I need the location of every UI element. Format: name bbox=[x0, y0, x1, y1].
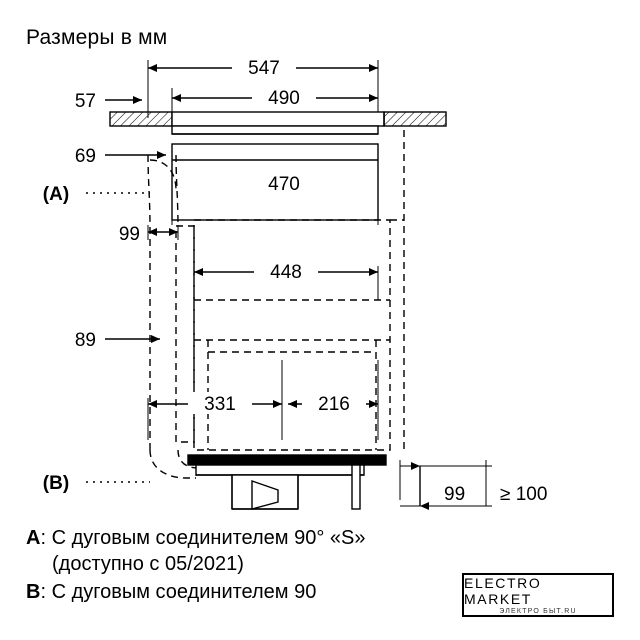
marker-b: (B) bbox=[42, 473, 70, 494]
dim-216: 216 bbox=[318, 394, 350, 415]
legend-a-text: : С дуговым соединителем 90° «S» bbox=[40, 527, 366, 549]
watermark-main-text: ELECTRO MARKET bbox=[464, 575, 542, 607]
watermark-logo bbox=[462, 573, 614, 617]
marker-a: (A) bbox=[42, 184, 70, 205]
dim-89: 89 bbox=[74, 330, 96, 351]
dim-547: 547 bbox=[248, 58, 280, 79]
dim-57: 57 bbox=[74, 91, 96, 112]
dim-69: 69 bbox=[74, 146, 96, 167]
legend-b-text: : С дуговым соединителем 90 bbox=[40, 581, 317, 603]
dim-331: 331 bbox=[204, 394, 236, 415]
dim-min-100: ≥ 100 bbox=[500, 484, 548, 505]
dim-99-bottom: 99 bbox=[444, 484, 466, 505]
legend-a bbox=[26, 527, 366, 550]
legend-b bbox=[26, 581, 316, 604]
dim-470: 470 bbox=[268, 174, 300, 195]
legend-a-label: A bbox=[26, 527, 41, 549]
page-title: Размеры в мм bbox=[26, 26, 168, 49]
legend-a-note: (доступно с 05/2021) bbox=[52, 553, 244, 575]
dim-99-top: 99 bbox=[118, 224, 140, 245]
dim-448: 448 bbox=[270, 262, 302, 283]
dim-490: 490 bbox=[268, 88, 300, 109]
watermark-sub-text: ЭЛЕКТРО БЫТ.RU bbox=[499, 608, 577, 615]
legend-b-label: B bbox=[26, 581, 41, 603]
